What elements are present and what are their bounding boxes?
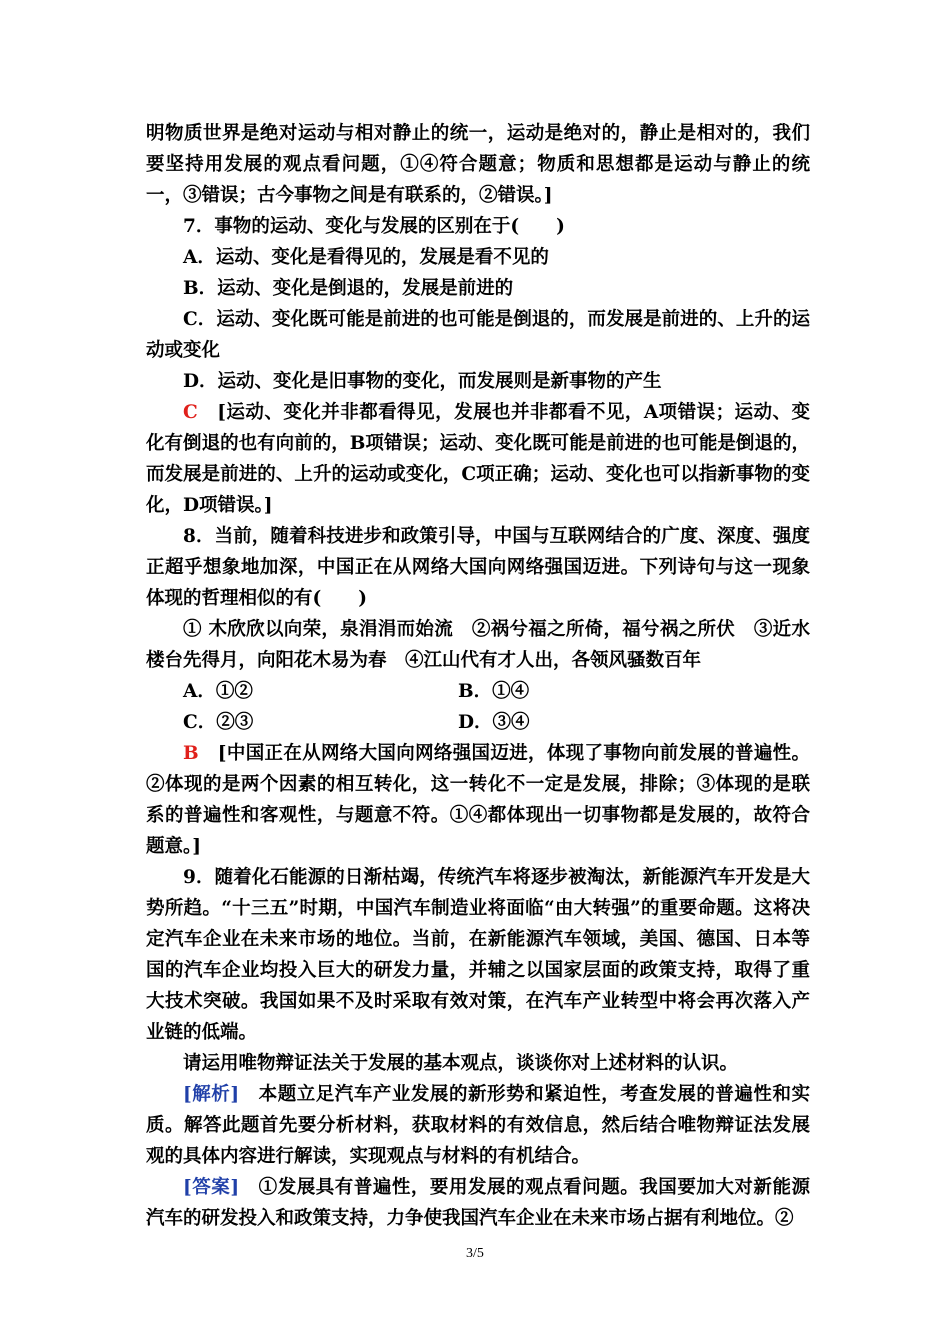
q8-explain: [中国正在从网络大国向网络强国迈进，体现了事物向前发展的普遍性。②体现的是两个因素的相互转化，这一转化不一定是发展，排除；③体现的是联系的普遍性和客观性，与题意不符。①④都体现出一切事物都是发展的，故符合题意。] — [146, 743, 810, 857]
analysis-tag: [解析] — [183, 1084, 240, 1105]
q9-analysis-block — [146, 1079, 810, 1172]
q7-answer-block — [146, 397, 810, 521]
q8-options-row-2 — [146, 707, 810, 738]
q7-option-a: A．运动、变化是看得见的，发展是看不见的 — [183, 247, 549, 268]
q8-option-c: C．②③ — [183, 712, 254, 733]
q7-option-c: C．运动、变化既可能是前进的也可能是倒退的，而发展是前进的、上升的运动或变化 — [146, 309, 810, 361]
q7-option-d: D．运动、变化是旧事物的变化，而发展则是新事物的产生 — [183, 371, 662, 392]
q9-answer: ①发展具有普遍性，要用发展的观点看问题。我国要加大对新能源汽车的研发投入和政策支持，力争使我国汽车企业在未来市场占据有利地位。② — [146, 1177, 810, 1229]
q9-answer-block — [146, 1172, 810, 1234]
q7-option-b: B．运动、变化是倒退的，发展是前进的 — [183, 278, 514, 299]
answer-tag: [答案] — [183, 1177, 240, 1198]
page-number: 3/5 — [466, 1246, 484, 1261]
page-content — [146, 118, 810, 1234]
q8-answer: B — [183, 743, 199, 764]
q8-option-a: A．①② — [183, 681, 253, 702]
q8-answer-block — [146, 738, 810, 862]
q9-stem: 9．随着化石能源的日渐枯竭，传统汽车将逐步被淘汰，新能源汽车开发是大势所趋。“十三五”时期，中国汽车制造业将面临“由大转强”的重要命题。这将决定汽车企业在未来市场的地位。当前，在新能源汽车领域，美国、德国、日本等国的汽车企业均投入巨大的研发力量，并辅之以国家层面的政策支持，取得了重大技术突破。我国如果不及时采取有效对策，在汽车产业转型中将会再次落入产业链的低端。 — [146, 867, 810, 1043]
q8-poems: ① 木欣欣以向荣，泉涓涓而始流 ②祸兮福之所倚，福兮祸之所伏 ③近水楼台先得月，向阳花木易为春 ④江山代有才人出，各领风骚数百年 — [146, 619, 810, 671]
q8-options-row-1 — [146, 676, 810, 707]
q9-ask: 请运用唯物辩证法关于发展的基本观点，谈谈你对上述材料的认识。 — [183, 1053, 739, 1074]
q9-analysis: 本题立足汽车产业发展的新形势和紧迫性，考查发展的普遍性和实质。解答此题首先要分析材料，获取材料的有效信息，然后结合唯物辩证法发展观的具体内容进行解读，实现观点与材料的有机结合。 — [146, 1084, 810, 1167]
continued-explanation: 明物质世界是绝对运动与相对静止的统一，运动是绝对的，静止是相对的，我们要坚持用发展的观点看问题，①④符合题意；物质和思想都是运动与静止的统一，③错误；古今事物之间是有联系的，②错误。] — [146, 123, 810, 206]
q8-stem: 8．当前，随着科技进步和政策引导，中国与互联网结合的广度、深度、强度正超乎想象地加深，中国正在从网络大国向网络强国迈进。下列诗句与这一现象体现的哲理相似的有( ) — [146, 526, 810, 609]
q7-explain: [运动、变化并非都看得见，发展也并非都看不见，A项错误；运动、变化有倒退的也有向前的，B项错误；运动、变化既可能是前进的也可能是倒退的，而发展是前进的、上升的运动或变化，C项正确；运动、变化也可以指新事物的变化，D项错误。] — [146, 402, 810, 516]
q7-answer: C — [183, 402, 198, 423]
q8-option-d: D．③④ — [458, 712, 530, 733]
q8-option-b: B．①④ — [458, 681, 530, 702]
q7-stem: 7．事物的运动、变化与发展的区别在于( ) — [183, 216, 565, 237]
